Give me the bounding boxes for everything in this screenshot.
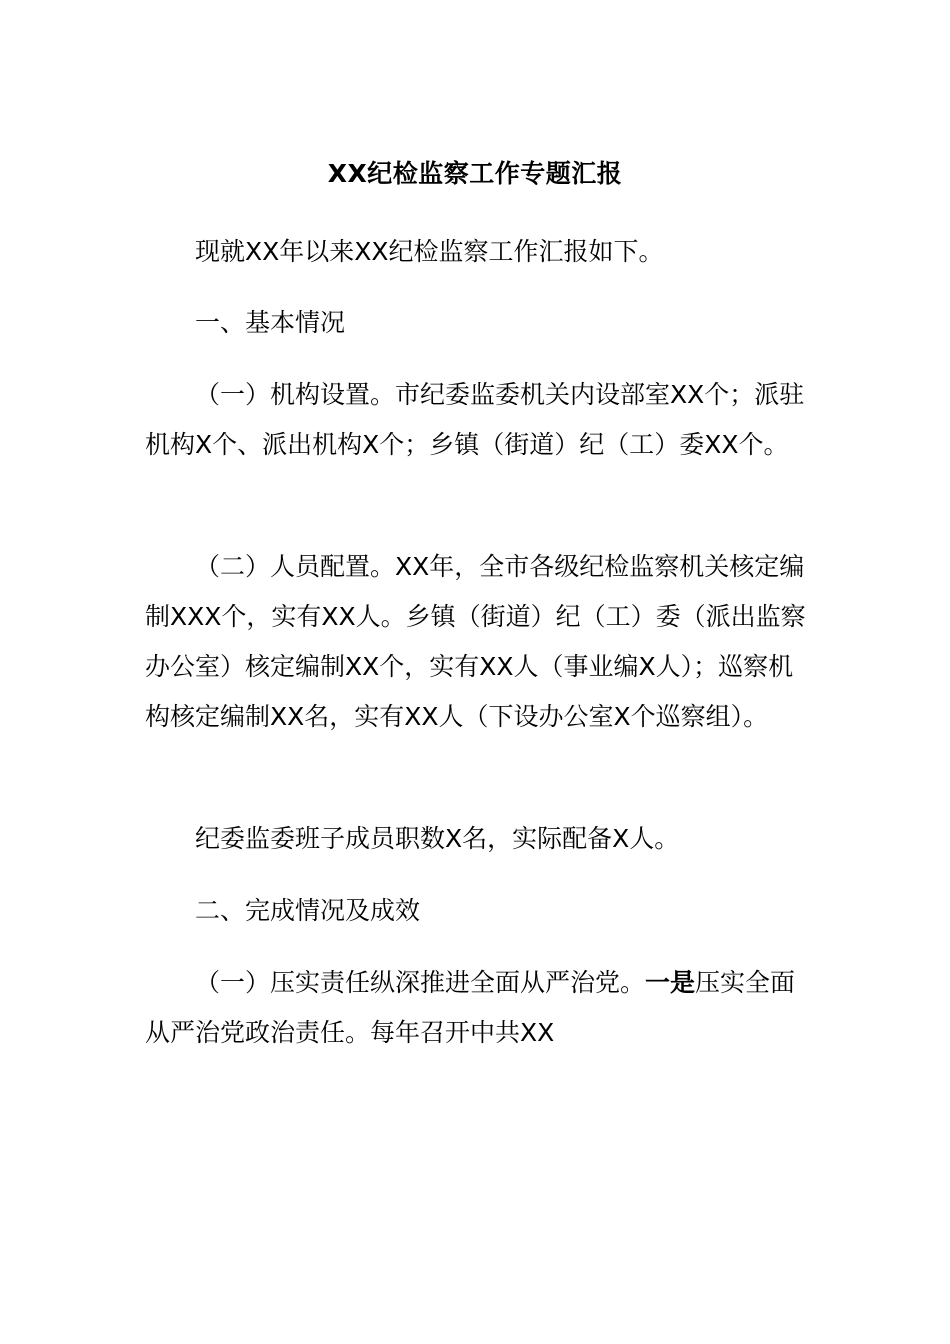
paragraph-responsibility (145, 958, 807, 1058)
section-heading-basic-situation: 一、基本情况 (195, 308, 346, 337)
paragraph-staffing: （二）人员配置。XX年，全市各级纪检监察机关核定编制XXX个，实有XX人。乡镇（街道）纪（工）委（派出监察办公室）核定编制XX个，实有XX人（事业编X人）；巡察机构核定编制XX名，实有XX人（下设办公室X个巡察组）。 (145, 552, 806, 731)
paragraph-leadership: 纪委监委班子成员职数X名，实际配备X人。 (195, 824, 680, 853)
document-title: XX纪检监察工作专题汇报 (327, 159, 623, 188)
section-heading-completion: 二、完成情况及成效 (195, 896, 421, 925)
paragraph-bold-marker: 一是 (645, 968, 696, 997)
paragraph-lead-text: （一）压实责任纵深推进全面从严治党。 (195, 968, 646, 997)
intro-paragraph: 现就XX年以来XX纪检监察工作汇报如下。 (195, 237, 664, 266)
paragraph-rest-text: 压实全面从严治党政治责任。每年召开中共XX (145, 968, 796, 1047)
paragraph-institution-setup: （一）机构设置。市纪委监委机关内设部室XX个；派驻机构X个、派出机构X个；乡镇（街道）纪（工）委XX个。 (145, 380, 805, 459)
